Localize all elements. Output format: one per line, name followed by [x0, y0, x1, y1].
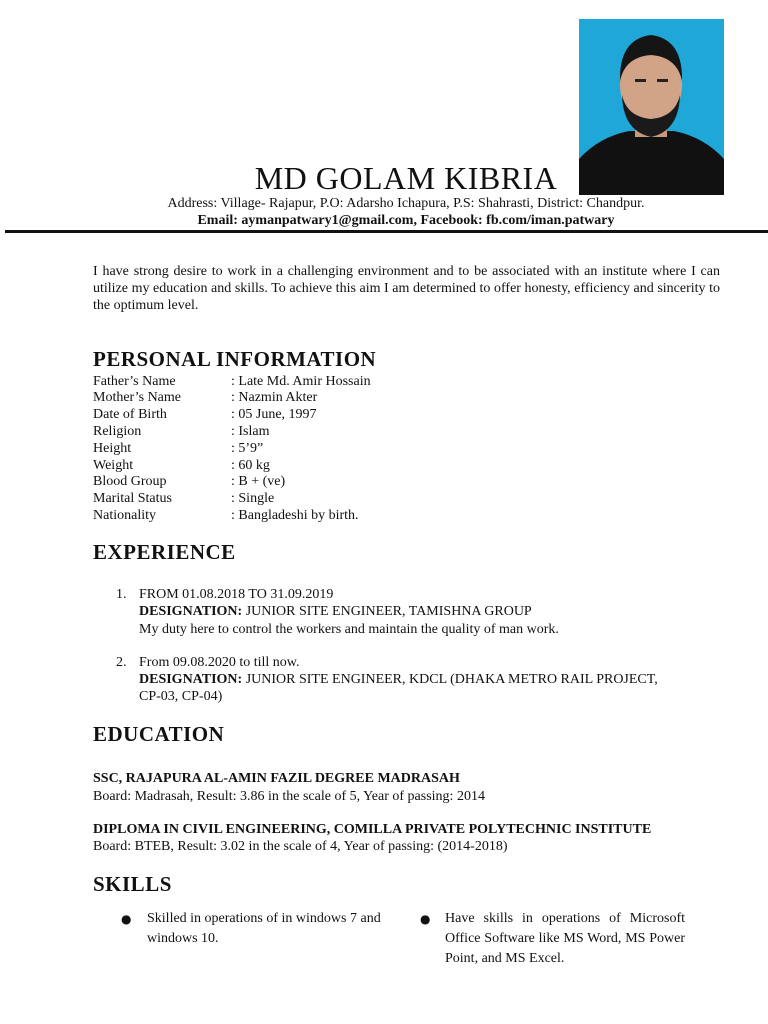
info-value: : B + (ve): [231, 474, 286, 489]
bullet-icon: ●: [121, 912, 132, 926]
contact-line: Email: aymanpatwary1@gmail.com, Facebook: fb.com/iman.patwary: [197, 213, 615, 228]
info-label: Marital Status: [93, 491, 172, 506]
skill-item: Have skills in operations of Microsoft Office Software like MS Word, MS Power Point, and MS Excel.: [445, 911, 685, 966]
experience-designation: [139, 604, 532, 620]
address-line: Address: Village- Rajapur, P.O: Adarsho Ichapura, P.S: Shahrasti, District: Chandpur.: [167, 196, 645, 211]
personal-info-heading: PERSONAL INFORMATION: [93, 347, 377, 371]
info-value: : Bangladeshi by birth.: [231, 508, 359, 523]
skill-item: Skilled in operations of in windows 7 and windows 10.: [147, 911, 381, 946]
info-label: Weight: [93, 458, 134, 473]
header-divider: [5, 230, 768, 233]
info-value: : 5’9”: [231, 441, 264, 456]
info-label: Date of Birth: [93, 407, 167, 422]
info-label: Nationality: [93, 508, 156, 523]
education-title: SSC, RAJAPURA AL-AMIN FAZIL DEGREE MADRASAH: [93, 771, 460, 786]
designation-label: DESIGNATION:: [139, 672, 243, 687]
career-objective: I have strong desire to work in a challenging environment and to be associated with an institute where I can utilize my education and skills. To achieve this aim I am determined to offer honesty, efficiency and sincerity to the optimum level.: [93, 264, 720, 313]
experience-period: FROM 01.08.2018 TO 31.09.2019: [139, 587, 334, 602]
bullet-icon: ●: [420, 912, 431, 926]
info-value: : Late Md. Amir Hossain: [231, 374, 371, 389]
experience-heading: EXPERIENCE: [93, 540, 236, 564]
designation-value: JUNIOR SITE ENGINEER, TAMISHNA GROUP: [245, 604, 532, 619]
experience-period: From 09.08.2020 to till now.: [139, 655, 300, 670]
info-value: : 05 June, 1997: [231, 407, 317, 422]
education-title: DIPLOMA IN CIVIL ENGINEERING, COMILLA PRIVATE POLYTECHNIC INSTITUTE: [93, 822, 652, 837]
skills-heading: SKILLS: [93, 872, 172, 896]
experience-duty: My duty here to control the workers and maintain the quality of man work.: [139, 622, 559, 637]
info-label: Religion: [93, 424, 142, 439]
info-label: Mother’s Name: [93, 390, 181, 405]
info-value: : Islam: [231, 424, 270, 439]
info-label: Blood Group: [93, 474, 167, 489]
education-detail: Board: Madrasah, Result: 3.86 in the scale of 5, Year of passing: 2014: [93, 789, 485, 804]
designation-value: JUNIOR SITE ENGINEER, KDCL (DHAKA METRO RAIL PROJECT,: [245, 672, 658, 687]
info-value: : Nazmin Akter: [231, 390, 318, 405]
info-value: : 60 kg: [231, 458, 270, 473]
info-value: : Single: [231, 491, 275, 506]
education-heading: EDUCATION: [93, 722, 225, 746]
list-number: 1.: [116, 587, 127, 602]
designation-label: DESIGNATION:: [139, 604, 243, 619]
education-detail: Board: BTEB, Result: 3.02 in the scale of 4, Year of passing: (2014-2018): [93, 839, 508, 854]
designation-continued: CP-03, CP-04): [139, 689, 223, 704]
info-label: Father’s Name: [93, 374, 176, 389]
list-number: 2.: [116, 655, 127, 670]
candidate-name: MD GOLAM KIBRIA: [254, 160, 558, 196]
experience-designation: [139, 672, 658, 688]
info-label: Height: [93, 441, 132, 456]
